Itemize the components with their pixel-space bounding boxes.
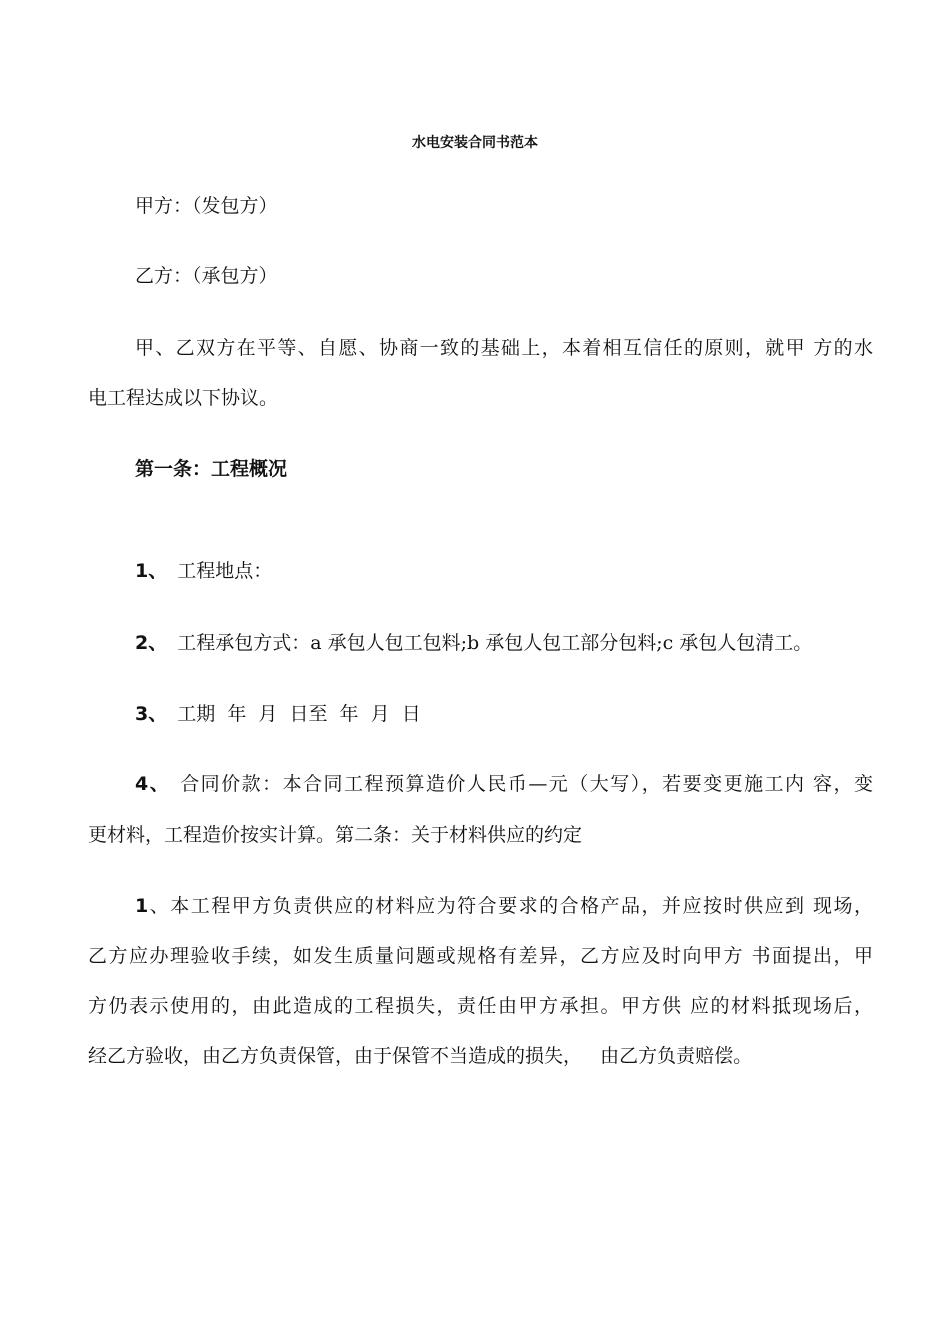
item-4-line-1 (135, 773, 873, 795)
article-1-heading: 第一条：工程概况 (135, 458, 288, 480)
article-2-item-1-number: 1 (135, 895, 149, 917)
item-4-number: 4、 (135, 773, 171, 795)
item-2-text: 工程承包方式：a 承包人包工包料;b 承包人包工部分包料;c 承包人包清工。 (177, 632, 813, 654)
article-2-item-1-line-4: 经乙方验收，由乙方负责保管，由于保管不当造成的损失， 由乙方负责赔偿。 (88, 1045, 753, 1067)
item-1-line (135, 560, 272, 582)
item-4-line-2: 更材料，工程造价按实计算。第二条：关于材料供应的约定 (88, 824, 583, 846)
article-2-item-1-text-line-1: 、本工程甲方负责供应的材料应为符合要求的合格产品，并应按时供应到 现场， (148, 895, 873, 917)
item-3-number: 3、 (135, 703, 168, 725)
article-2-item-1-line-3: 方仍表示使用的，由此造成的工程损失，责任由甲方承担。甲方供 应的材料抵现场后， (88, 995, 873, 1017)
party-a-line: 甲方：（发包方） (135, 195, 278, 217)
item-2-number: 2、 (135, 632, 168, 654)
party-b-line: 乙方：（承包方） (135, 265, 278, 287)
article-2-item-1-line-1 (135, 895, 873, 917)
article-2-item-1-line-2: 乙方应办理验收手续，如发生质量问题或规格有差异，乙方应及时向甲方 书面提出，甲 (88, 945, 873, 967)
document-title: 水电安装合同书范本 (412, 135, 538, 151)
item-4-text-line-1: 合同价款：本合同工程预算造价人民币—元（大写），若要变更施工内 容，变 (180, 773, 873, 795)
intro-paragraph-line-2: 电工程达成以下协议。 (88, 387, 279, 409)
item-2-line (135, 632, 812, 654)
item-3-line (135, 703, 421, 725)
item-1-number: 1、 (135, 560, 168, 582)
item-1-text: 工程地点： (177, 560, 273, 582)
item-3-text: 工期 年 月 日至 年 月 日 (177, 703, 421, 725)
intro-paragraph-line-1: 甲、乙双方在平等、自愿、协商一致的基础上，本着相互信任的原则，就甲 方的水 (135, 337, 873, 359)
